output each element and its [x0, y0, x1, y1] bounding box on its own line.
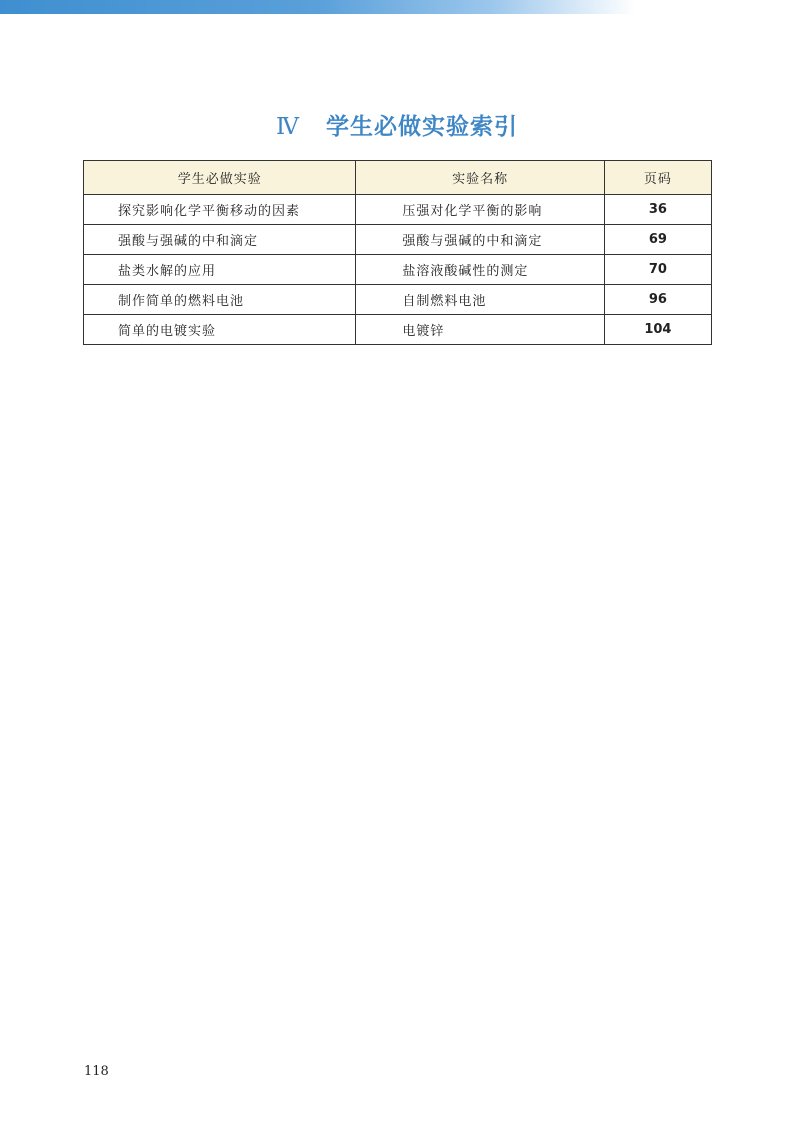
table-row	[84, 255, 712, 285]
top-color-band	[0, 0, 794, 14]
table-row	[84, 315, 712, 345]
experiment-name-cell: 盐溶液酸碱性的测定	[356, 255, 604, 285]
table-row	[84, 285, 712, 315]
header-page: 页码	[604, 161, 711, 195]
experiment-cell: 制作简单的燃料电池	[84, 285, 356, 315]
experiment-name-cell: 强酸与强碱的中和滴定	[356, 225, 604, 255]
table-row	[84, 195, 712, 225]
section-title: 学生必做实验索引	[325, 114, 518, 140]
experiment-cell: 盐类水解的应用	[84, 255, 356, 285]
table-row	[84, 225, 712, 255]
experiment-cell: 简单的电镀实验	[84, 315, 356, 345]
header-name: 实验名称	[356, 161, 604, 195]
experiment-name-cell: 电镀锌	[356, 315, 604, 345]
page-cell: 36	[604, 195, 711, 225]
page-title	[0, 108, 794, 141]
page-cell: 96	[604, 285, 711, 315]
experiment-cell: 探究影响化学平衡移动的因素	[84, 195, 356, 225]
page-cell: 69	[604, 225, 711, 255]
header-experiment: 学生必做实验	[84, 161, 356, 195]
experiment-cell: 强酸与强碱的中和滴定	[84, 225, 356, 255]
experiment-name-cell: 压强对化学平衡的影响	[356, 195, 604, 225]
page-cell: 104	[604, 315, 711, 345]
page-number: 118	[84, 1064, 109, 1079]
experiment-name-cell: 自制燃料电池	[356, 285, 604, 315]
section-numeral: Ⅳ	[276, 114, 300, 140]
table-header-row	[84, 161, 712, 195]
experiment-index-table	[83, 160, 712, 345]
page-cell: 70	[604, 255, 711, 285]
